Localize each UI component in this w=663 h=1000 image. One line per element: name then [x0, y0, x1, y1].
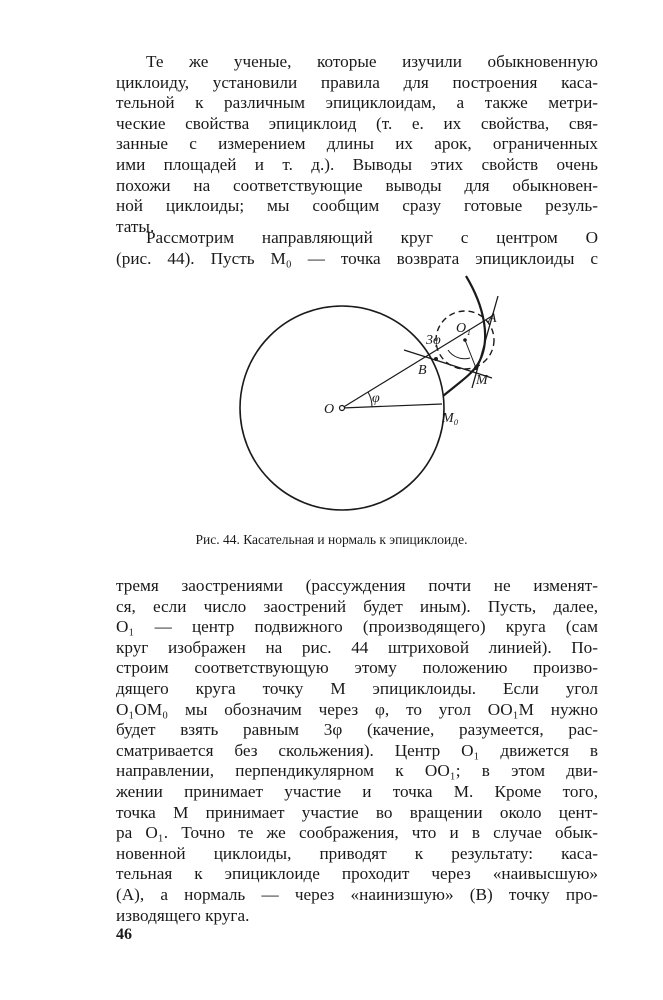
text-line: Те же ученые, которые изучили обыкновенную	[146, 52, 598, 71]
text-line: Рассмотрим направляющий круг с центром O	[146, 228, 598, 247]
point-o1	[463, 338, 467, 342]
paragraph-1	[116, 52, 598, 237]
radius-o1-m	[465, 340, 476, 368]
label-m0: M₀	[442, 411, 459, 426]
label-m: M	[476, 373, 488, 388]
text-line: похожи на соответствующие выводы для обыкновен-	[116, 175, 598, 195]
text-line: точка M принимает участие во вращении около цент-	[116, 802, 598, 822]
text-line: ра O₁. Точно те же соображения, что и в случае обык-	[116, 823, 598, 843]
point-m	[474, 366, 478, 370]
label-o: O	[324, 402, 335, 417]
point-b	[434, 357, 438, 361]
text-line: ческие свойства эпициклоид (т. е. их свойства, свя-	[116, 113, 598, 133]
text-line: (A), а нормаль — через «наинизшую» (B) точку про-	[116, 884, 598, 904]
text-line: O₁OM₀ мы обозначим через φ, то угол OO₁M нужно	[116, 699, 598, 719]
text-line: ими площадей и т. д.). Выводы этих свойств очень	[116, 154, 598, 174]
paragraph-2	[116, 228, 598, 269]
text-line: строим соответствующую этому положению произво-	[116, 658, 598, 678]
text-line: тельная к эпициклоиде проходит через «наивысшую»	[116, 864, 598, 884]
text-line: сматривается без скольжения). Центр O₁ движется в	[116, 740, 598, 760]
point-o	[340, 406, 345, 411]
text-line: O₁ — центр подвижного (производящего) круга (сам	[116, 617, 598, 637]
figure-44-diagram	[220, 270, 520, 525]
figure-caption: Рис. 44. Касательная и нормаль к эпициклоиде.	[195, 532, 468, 547]
text-line: циклоиду, установили правила для построения каса-	[116, 72, 598, 92]
text-line: ной циклоиды; мы сообщим сразу готовые резуль-	[116, 196, 598, 216]
text-line: тельной к различным эпициклоидам, а также метри-	[116, 93, 598, 113]
page-number: 46	[116, 926, 132, 943]
text-line: жении принимает участие и точка M. Кроме того,	[116, 781, 598, 801]
text-line: направлении, перпендикулярном к OO₁; в этом дви-	[116, 761, 598, 781]
paragraph-3	[116, 576, 598, 926]
text-line: ся, если число заострений будет иным). Пусть, далее,	[116, 596, 598, 616]
label-b: B	[418, 363, 427, 378]
text-line: новенной циклоиды, приводят к результату: каса-	[116, 843, 598, 863]
radius-o-m0	[342, 404, 442, 408]
text-line: будет взять равным 3φ (качение, разумеется, рас-	[116, 720, 598, 740]
text-line: изводящего круга.	[116, 905, 250, 925]
text-line: тремя заострениями (рассуждения почти не изменят-	[116, 576, 598, 595]
angle-3phi-arc	[448, 350, 470, 359]
text-line: (рис. 44). Пусть M₀ — точка возврата эпициклоиды с	[116, 248, 598, 268]
label-a: A	[488, 311, 497, 326]
text-line: дящего круга точку M эпициклоиды. Если угол	[116, 678, 598, 698]
text-line: таты.	[116, 216, 155, 236]
label-o1: O₁	[456, 321, 471, 336]
text-line: занные с измерением длины их арок, ограниченных	[116, 134, 598, 154]
label-3phi: 3φ	[426, 333, 441, 348]
text-line: круг изображен на рис. 44 штриховой линией). По-	[116, 637, 598, 657]
label-phi: φ	[372, 391, 380, 406]
